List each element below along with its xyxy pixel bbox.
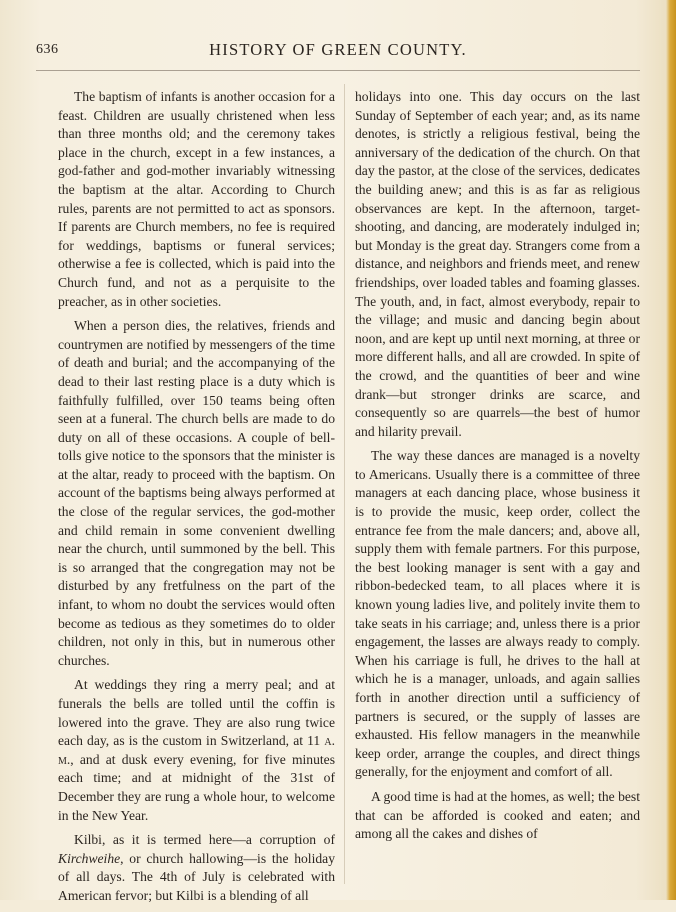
right-column [355,88,640,850]
kilbi-text-start: Kilbi, as it is termed here—a corruption of [74,832,335,848]
left-column [58,88,335,912]
paragraph-kilbi [58,831,335,905]
kilbi-text-end: , or church hallowing—is the holiday of all days. The 4th of July is celebrated with American fervor; but Kilbi is a blending of all [58,850,335,903]
time-abbreviation: a. m. [58,733,335,767]
paragraph-homes: A good time is had at the homes, as well; the best that can be afforded is cooked and eaten; and among all the cakes and dishes of [355,788,640,842]
paragraph-funerals: When a person dies, the relatives, friends and countrymen are notified by messengers of the time of death and burial; and the accompanying of the dead to their last resting place is a duty which is faithfully fulfilled, over 150 teams being often seen at a funeral. The church bells are made to do duty on all of these occasions. A couple of bell-tolls give notice to the sponsors that the minister is at the altar, ready to proceed with the baptism. On account of the baptisms being always performed at the close of the regular services, the god-mother and child remain in some convenient dwelling near the church, until summoned by the bell. This is so arranged that the congregation may not be disturbed by any fretfulness on the part of the infant, to whom no doubt the services would often become as tedious as they sometimes do to older children, not only in this, but in numerous other churches. [58,318,335,668]
page-header [36,40,640,64]
paragraph-holidays: holidays into one. This day occurs on the last Sunday of September of each year; and, as its name denotes, is strictly a religious festival, being the anniversary of the dedication of the church. On that day the pastor, at the close of the services, dedicates the building anew; and this is as far as religious observances are kept. In the afternoon, target-shooting, and dancing, are moderately indulged in; but Monday is the great day. Strangers come from a distance, and neighbors and friends meet, and renew friendships, over loaded tables and foaming glasses. The youth, and, in fact, almost everybody, repair to the village; and music and dancing begin about noon, and are kept up until next morning, at three or more different halls, and all are crowded. In spite of the crowd, and the quantities of beer and wine drank—but stronger drinks are scarce, and consequently so are quarrels—the best of humor and hilarity prevail. [355,89,640,439]
paragraph-infant-baptism: The baptism of infants is another occasion for a feast. Children are usually christened when less than three months old; and the ceremony takes place in the church, except in a few instances, a god-father and god-mother invariably witnessing the baptism at the altar. According to Church rules, parents are not permitted to act as sponsors. If parents are Church members, no fee is required for weddings, baptisms or funeral services; otherwise a fee is collected, which is paid into the Church fund, and not as a perquisite to the preacher, as in other societies. [58,89,335,309]
column-divider [344,84,345,884]
bells-text-end: , and at dusk every evening, for five minutes each time; and at midnight of the 31st of December they are rung a whole hour, to welcome in the New Year. [58,751,335,823]
kirchweihe-term: Kirchweihe [58,850,121,866]
running-title: HISTORY OF GREEN COUNTY. [209,40,467,59]
page-number: 636 [36,42,59,57]
paragraph-bells [58,676,335,825]
page-edge [666,0,676,900]
header-rule [36,70,640,71]
bells-text-start: At weddings they ring a merry peal; and at funerals the bells are tolled until the coffin is lowered into the grave. They are also rung twice each day, as is the custom in Switzerland, at 11 [58,677,335,749]
paragraph-dances: The way these dances are managed is a novelty to Americans. Usually there is a committee of three managers at each dancing place, whose business it is to provide the music, keep order, collect the entrance fee from the male dancers; and, above all, supply them with female partners. For this purpose, the best looking manager is sent with a gay and ribbon-bedecked team, to all places where it is known young ladies live, and politely invite them to take seats in his carriage; and, unless there is a prior engagement, the lasses are always ready to comply. When his carriage is full, he drives to the hall at which he is a manager, unloads, and again sallies forth in another direction until a sufficiency of partners is secured, or the supply of lasses are exhausted. His fellow managers in the meanwhile keep order, arrange the couples, and direct things generally, for the enjoyment and comfort of all. [355,448,640,780]
